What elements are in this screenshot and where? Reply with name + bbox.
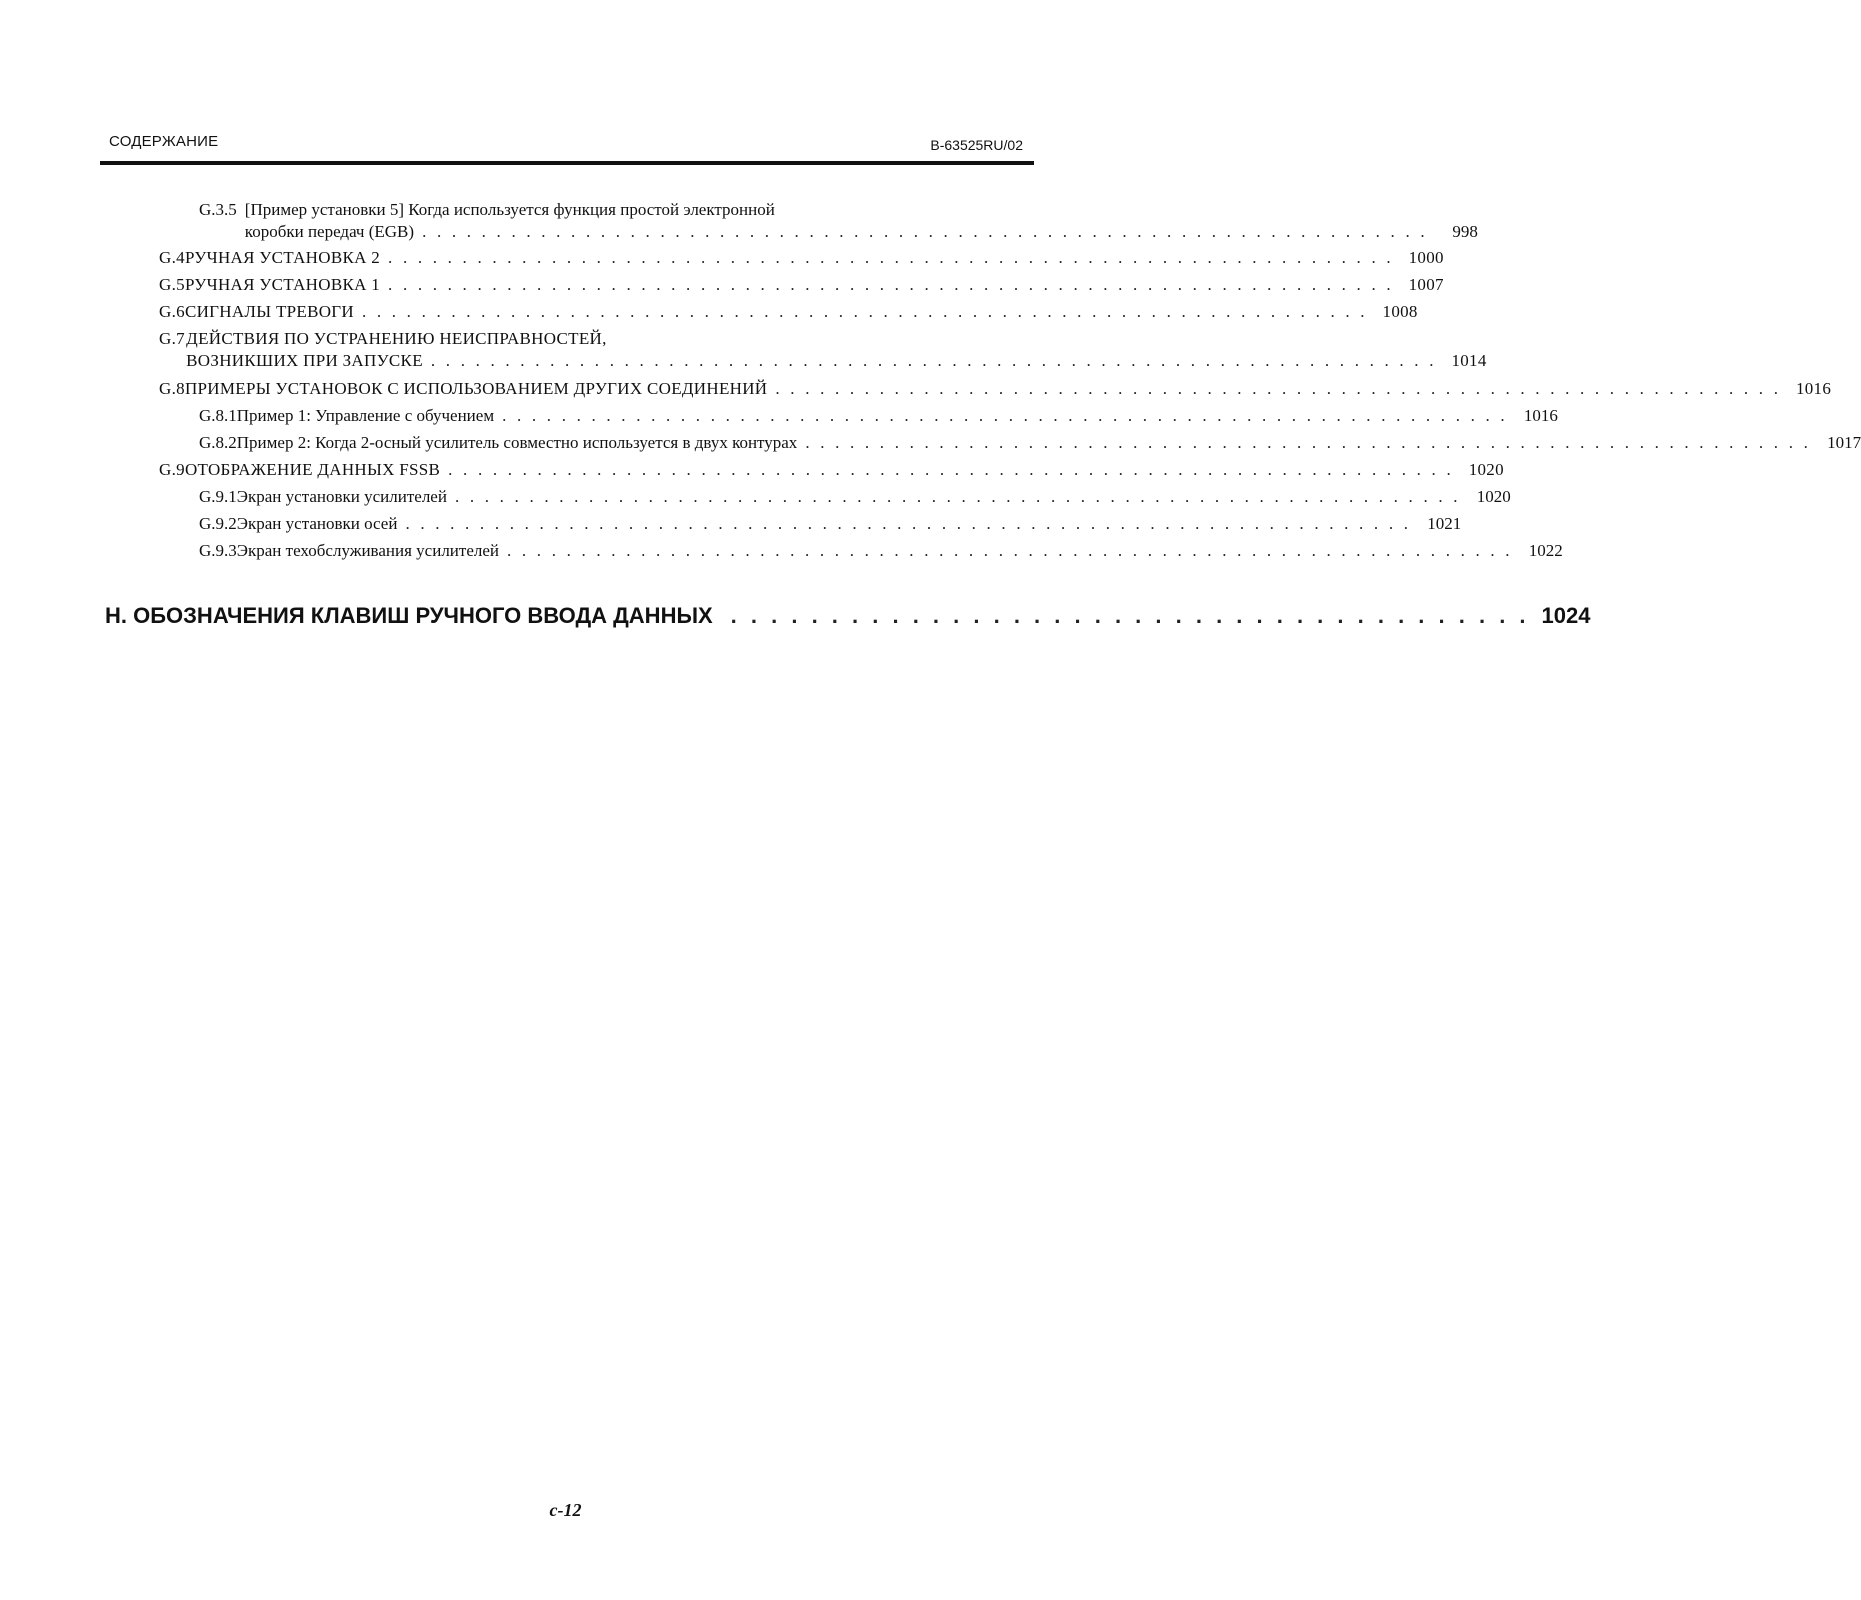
dot-leader: . . . . . . . . . . . . . . . . . . . . . . . . . . . . . . . . . . . . . . . . . . . . . . . . . . . . . . . . . . . . . . . . . . . .	[422, 222, 1428, 241]
dot-leader: . . . . . . . . . . . . . . . . . . . . . . . . . . . . . . . . . . . . . . . . . . . . . . . . . . . . . . . . . . . . . . . . . . . .	[388, 275, 1394, 294]
toc-title-line2: коробки передач (EGB)	[244, 222, 415, 241]
toc-title: Пример 1: Управление с обучением	[236, 406, 495, 425]
dot-leader: . . . . . . . . . . . . . . . . . . . . . . . . . . . . . . . . . . . . . . . . . . . . . . . . . . . . . . . . . . . . . . . . . . . .	[430, 351, 1437, 370]
toc-entry-g9[interactable]	[159, 459, 1504, 481]
toc-page-number: 1020	[1476, 487, 1511, 506]
toc-page-number: 1020	[1468, 460, 1504, 479]
page-footer-number: c-12	[549, 1500, 582, 1520]
toc-page-number: 1021	[1427, 514, 1462, 533]
dot-leader: . . . . . . . . . . . . . . . . . . . . . . . . . . . . . . . . . . . . . . . . . . . . . . . . . . . . . . . . . . . . . . . . . . . .	[507, 541, 1513, 560]
toc-entry-g92[interactable]	[199, 513, 1462, 535]
toc-number: G.9.2	[199, 514, 237, 533]
toc-title-line2: ВОЗНИКШИХ ПРИ ЗАПУСКЕ	[186, 351, 423, 370]
toc-title: РУЧНАЯ УСТАНОВКА 2	[184, 248, 381, 267]
toc-page-number: 1000	[1408, 248, 1444, 267]
toc-page-number: 1008	[1382, 302, 1418, 321]
toc-page-number: 1016	[1795, 379, 1832, 398]
toc-number: G.9	[159, 460, 185, 479]
toc-entry-g5[interactable]	[159, 274, 1444, 296]
toc-title: Пример 2: Когда 2-осный усилитель совместно используется в двух контурах	[236, 433, 798, 452]
dot-leader: . . . . . . . . . . . . . . . . . . . . . . . . . . . . . . . . . . . . . . . .	[730, 603, 1530, 628]
toc-title: СИГНАЛЫ ТРЕВОГИ	[184, 302, 354, 321]
toc-page-number: 1016	[1523, 406, 1558, 425]
toc-page-number: 998	[1452, 222, 1478, 241]
dot-leader: . . . . . . . . . . . . . . . . . . . . . . . . . . . . . . . . . . . . . . . . . . . . . . . . . . . . . . . . . . . . . . . . . . . .	[805, 433, 1812, 452]
dot-leader: . . . . . . . . . . . . . . . . . . . . . . . . . . . . . . . . . . . . . . . . . . . . . . . . . . . . . . . . . . . . . . . . . . . .	[448, 460, 1454, 479]
toc-page-number: 1007	[1408, 275, 1444, 294]
toc-entry-g7[interactable]	[159, 328, 1487, 372]
toc-entry-g93[interactable]	[199, 540, 1563, 562]
toc-entry-g91[interactable]	[199, 486, 1511, 508]
toc-title: ОТОБРАЖЕНИЕ ДАННЫХ FSSB	[184, 460, 441, 479]
dot-leader: . . . . . . . . . . . . . . . . . . . . . . . . . . . . . . . . . . . . . . . . . . . . . . . . . . . . . . . . . . . . . . . . . . . .	[775, 379, 1782, 398]
toc-title: Экран установки усилителей	[236, 487, 447, 506]
toc-number: G.8.2	[199, 433, 237, 452]
toc-page-number: 1017	[1827, 433, 1861, 452]
toc-title: РУЧНАЯ УСТАНОВКА 1	[184, 275, 381, 294]
toc-title: Экран установки осей	[236, 514, 398, 533]
toc-entry-g82[interactable]	[199, 432, 1861, 454]
toc-entry-g6[interactable]	[159, 301, 1418, 323]
dot-leader: . . . . . . . . . . . . . . . . . . . . . . . . . . . . . . . . . . . . . . . . . . . . . . . . . . . . . . . . . . . . . . . . . . . .	[502, 406, 1508, 425]
header-divider	[100, 161, 1034, 165]
dot-leader: . . . . . . . . . . . . . . . . . . . . . . . . . . . . . . . . . . . . . . . . . . . . . . . . . . . . . . . . . . . . . . . . . . . .	[405, 514, 1412, 533]
chapter-page-number: 1024	[1541, 603, 1591, 628]
dot-leader: . . . . . . . . . . . . . . . . . . . . . . . . . . . . . . . . . . . . . . . . . . . . . . . . . . . . . . . . . . . . . . . . . . . .	[361, 302, 1368, 321]
toc-title: ПРИМЕРЫ УСТАНОВОК С ИСПОЛЬЗОВАНИЕМ ДРУГИХ СОЕДИНЕНИЙ	[184, 379, 768, 398]
toc-number: G.7	[159, 329, 185, 348]
toc-number: G.9.1	[199, 487, 237, 506]
toc-number: G.8	[159, 379, 185, 398]
dot-leader: . . . . . . . . . . . . . . . . . . . . . . . . . . . . . . . . . . . . . . . . . . . . . . . . . . . . . . . . . . . . . . . . . . . .	[454, 487, 1461, 506]
toc-number: G.5	[159, 275, 185, 294]
header-section-title: СОДЕРЖАНИЕ	[109, 133, 219, 150]
toc-number: G.6	[159, 302, 185, 321]
toc-number: G.8.1	[199, 406, 237, 425]
toc-entry-g35[interactable]	[199, 199, 1478, 243]
toc-number: G.9.3	[199, 541, 237, 560]
toc-number: G.4	[159, 248, 185, 267]
toc-title: Экран техобслуживания усилителей	[236, 541, 499, 560]
toc-page-number: 1022	[1528, 541, 1563, 560]
toc-entry-g81[interactable]	[199, 405, 1558, 427]
chapter-title: H. ОБОЗНАЧЕНИЯ КЛАВИШ РУЧНОГО ВВОДА ДАННЫХ	[105, 603, 713, 628]
toc-title-line1: [Пример установки 5] Когда используется функция простой электронной	[244, 200, 775, 219]
toc-number: G.3.5	[199, 200, 237, 219]
toc-title-line1: ДЕЙСТВИЯ ПО УСТРАНЕНИЮ НЕИСПРАВНОСТЕЙ,	[186, 329, 607, 348]
toc-entry-g4[interactable]	[159, 247, 1444, 269]
header-document-code: B-63525RU/02	[930, 137, 1023, 153]
toc-chapter-h[interactable]	[105, 603, 1591, 629]
toc-page-number: 1014	[1451, 351, 1487, 370]
dot-leader: . . . . . . . . . . . . . . . . . . . . . . . . . . . . . . . . . . . . . . . . . . . . . . . . . . . . . . . . . . . . . . . . . . . .	[388, 248, 1394, 267]
toc-entry-g8[interactable]	[159, 378, 1832, 400]
